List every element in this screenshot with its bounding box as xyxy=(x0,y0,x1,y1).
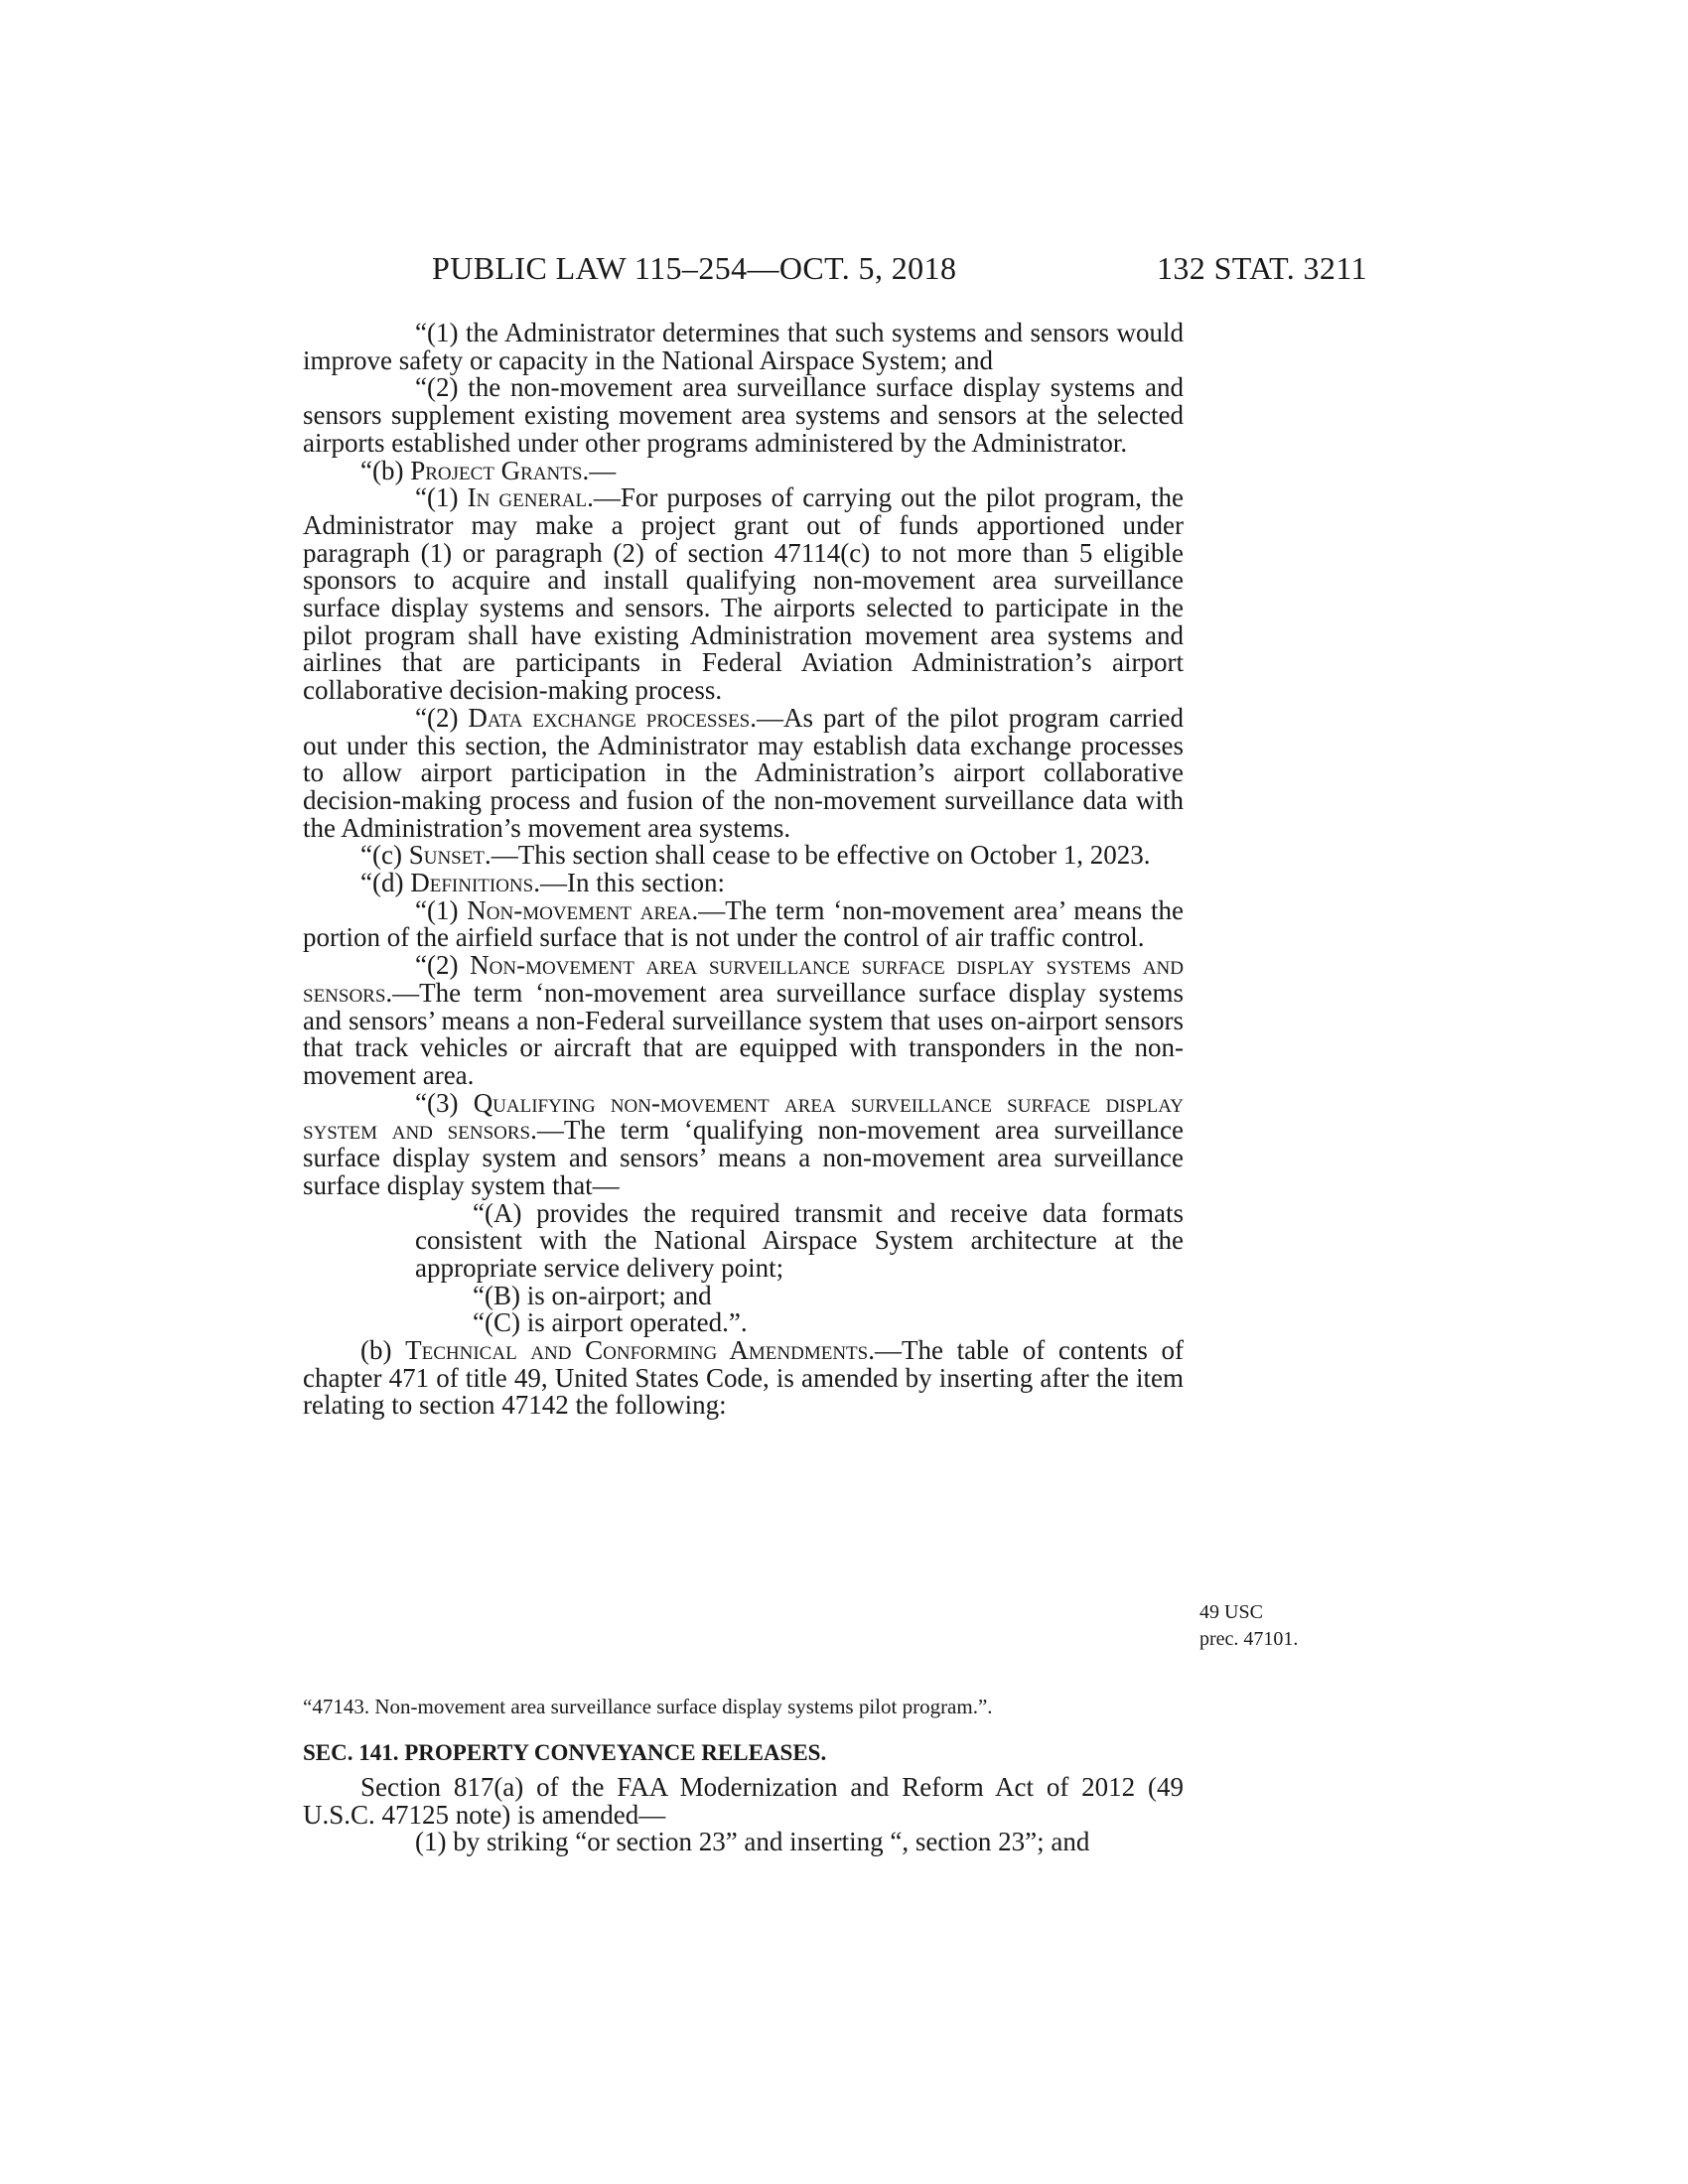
paragraph-b1-label: “(1) xyxy=(415,482,468,513)
subsection-amendments xyxy=(303,1337,1184,1420)
definition-2-text: .—The term ‘non-movement area surveillance surface display systems and sensors’ means a non-Federal surveillance system that uses on-airport sensors that track vehicles or aircraft that are equipped with transponders in the non-movement area. xyxy=(303,977,1184,1090)
definition-1-label: “(1) xyxy=(415,894,468,925)
subsection-d-label: “(d) xyxy=(360,868,411,898)
margin-citation-line-2: prec. 47101. xyxy=(1199,1628,1299,1650)
subparagraph-b: “(B) is on-airport; and xyxy=(473,1280,712,1310)
page-number: 132 STAT. 3211 xyxy=(1157,250,1367,286)
subparagraph-c: “(C) is airport operated.”. xyxy=(473,1307,748,1338)
margin-citation-line-1: 49 USC xyxy=(1199,1601,1263,1623)
definition-3-label: “(3) xyxy=(415,1087,474,1118)
subsection-c xyxy=(303,842,1184,870)
statute-body xyxy=(303,320,1184,1420)
paragraph-1: “(1) the Administrator determines that such systems and sensors would improve safety or capacity in the National Airspace System; and xyxy=(303,318,1184,375)
definition-1-text: .—The term ‘non-movement area’ means the portion of the airfield surface that is not under the control of air traffic control. xyxy=(303,894,1184,953)
subsection-d-text: .—In this section: xyxy=(533,868,725,898)
definition-3-text: .—The term ‘qualifying non-movement area surveillance surface display system and sensors’ means a non-movement area surveillance surface display system that— xyxy=(303,1115,1185,1200)
paragraph-2: “(2) the non-movement area surveillance surface display systems and sensors supplement existing movement area systems and sensors at the selected airports established under other programs administered by the Administrator. xyxy=(303,372,1184,458)
paragraph-b2-heading: Data exchange processes xyxy=(468,702,751,733)
subsection-b-title: Project Grants xyxy=(410,455,583,485)
margin-citation xyxy=(1199,1599,1298,1653)
section-141-title: SEC. 141. PROPERTY CONVEYANCE RELEASES. xyxy=(303,1740,827,1765)
definition-3-heading: Qualifying non-movement area surveillance surface display system and sensors xyxy=(303,1087,1184,1146)
paragraph-b1-heading: In general xyxy=(467,482,588,513)
subsection-d-heading: Definitions xyxy=(410,868,534,898)
section-141-clause-1: (1) by striking “or section 23” and inserting “, section 23”; and xyxy=(415,1827,1090,1857)
section-141-body xyxy=(303,1774,1184,1856)
definition-1 xyxy=(303,894,1184,953)
paragraph-b2-text: .—As part of the pilot program carried out under this section, the Administrator may establish data exchange processes to allow airport participation in the Administration’s airport collaborative decision-making process and fusion of the non-movement surveillance data with the Administration’s movement area systems. xyxy=(303,702,1184,843)
subsection-c-heading: Sunset xyxy=(408,840,485,871)
paragraph-b2-label: “(2) xyxy=(415,702,469,733)
subsection-c-label: “(c) xyxy=(360,840,409,871)
subsection-c-text: .—This section shall cease to be effective on October 1, 2023. xyxy=(484,840,1151,871)
subsection-d xyxy=(303,870,1184,897)
definition-2 xyxy=(303,952,1184,1090)
table-of-contents-item: “47143. Non-movement area surveillance surface display systems pilot program.”. xyxy=(303,1695,993,1718)
subsection-b-dash: .— xyxy=(582,455,617,485)
page-header-title: PUBLIC LAW 115–254—OCT. 5, 2018 xyxy=(432,250,957,286)
paragraph-b1 xyxy=(303,484,1184,705)
paragraph-b1-text: .—For purposes of carrying out the pilot program, the Administrator may make a project grant out of funds apportioned under paragraph (1) or paragraph (2) of section 47114(c) to not more than 5 eligible sponsors to acquire and install qualifying non-movement area surveillance surface display systems and sensors. The airports selected to participate in the pilot program shall have existing Administration movement area systems and airlines that are participants in Federal Aviation Administration’s airport collaborative decision-making process. xyxy=(303,482,1184,706)
amendments-text: .—The table of contents of chapter 471 of title 49, United States Code, is amended by inserting after the item relating to section 47142 the following: xyxy=(303,1335,1184,1421)
section-141-paragraph: Section 817(a) of the FAA Modernization and Reform Act of 2012 (49 U.S.C. 47125 note) is amended— xyxy=(303,1772,1184,1830)
definition-2-label: “(2) xyxy=(415,950,471,981)
subsection-b-label: “(b) xyxy=(360,455,411,485)
paragraph-b2 xyxy=(303,702,1184,843)
definition-1-heading: Non-movement area xyxy=(467,894,692,925)
amendments-heading: Technical and Conforming Amendments xyxy=(405,1335,869,1366)
definition-2-heading: Non-movement area surveillance surface display systems and sensors xyxy=(303,950,1184,1008)
subsection-b-heading xyxy=(303,455,1184,485)
amendments-label: (b) xyxy=(360,1335,406,1366)
definition-3 xyxy=(303,1087,1185,1200)
subparagraph-a: “(A) provides the required transmit and receive data formats consistent with the National Airspace System architecture at the appropriate service delivery point; xyxy=(415,1197,1184,1283)
